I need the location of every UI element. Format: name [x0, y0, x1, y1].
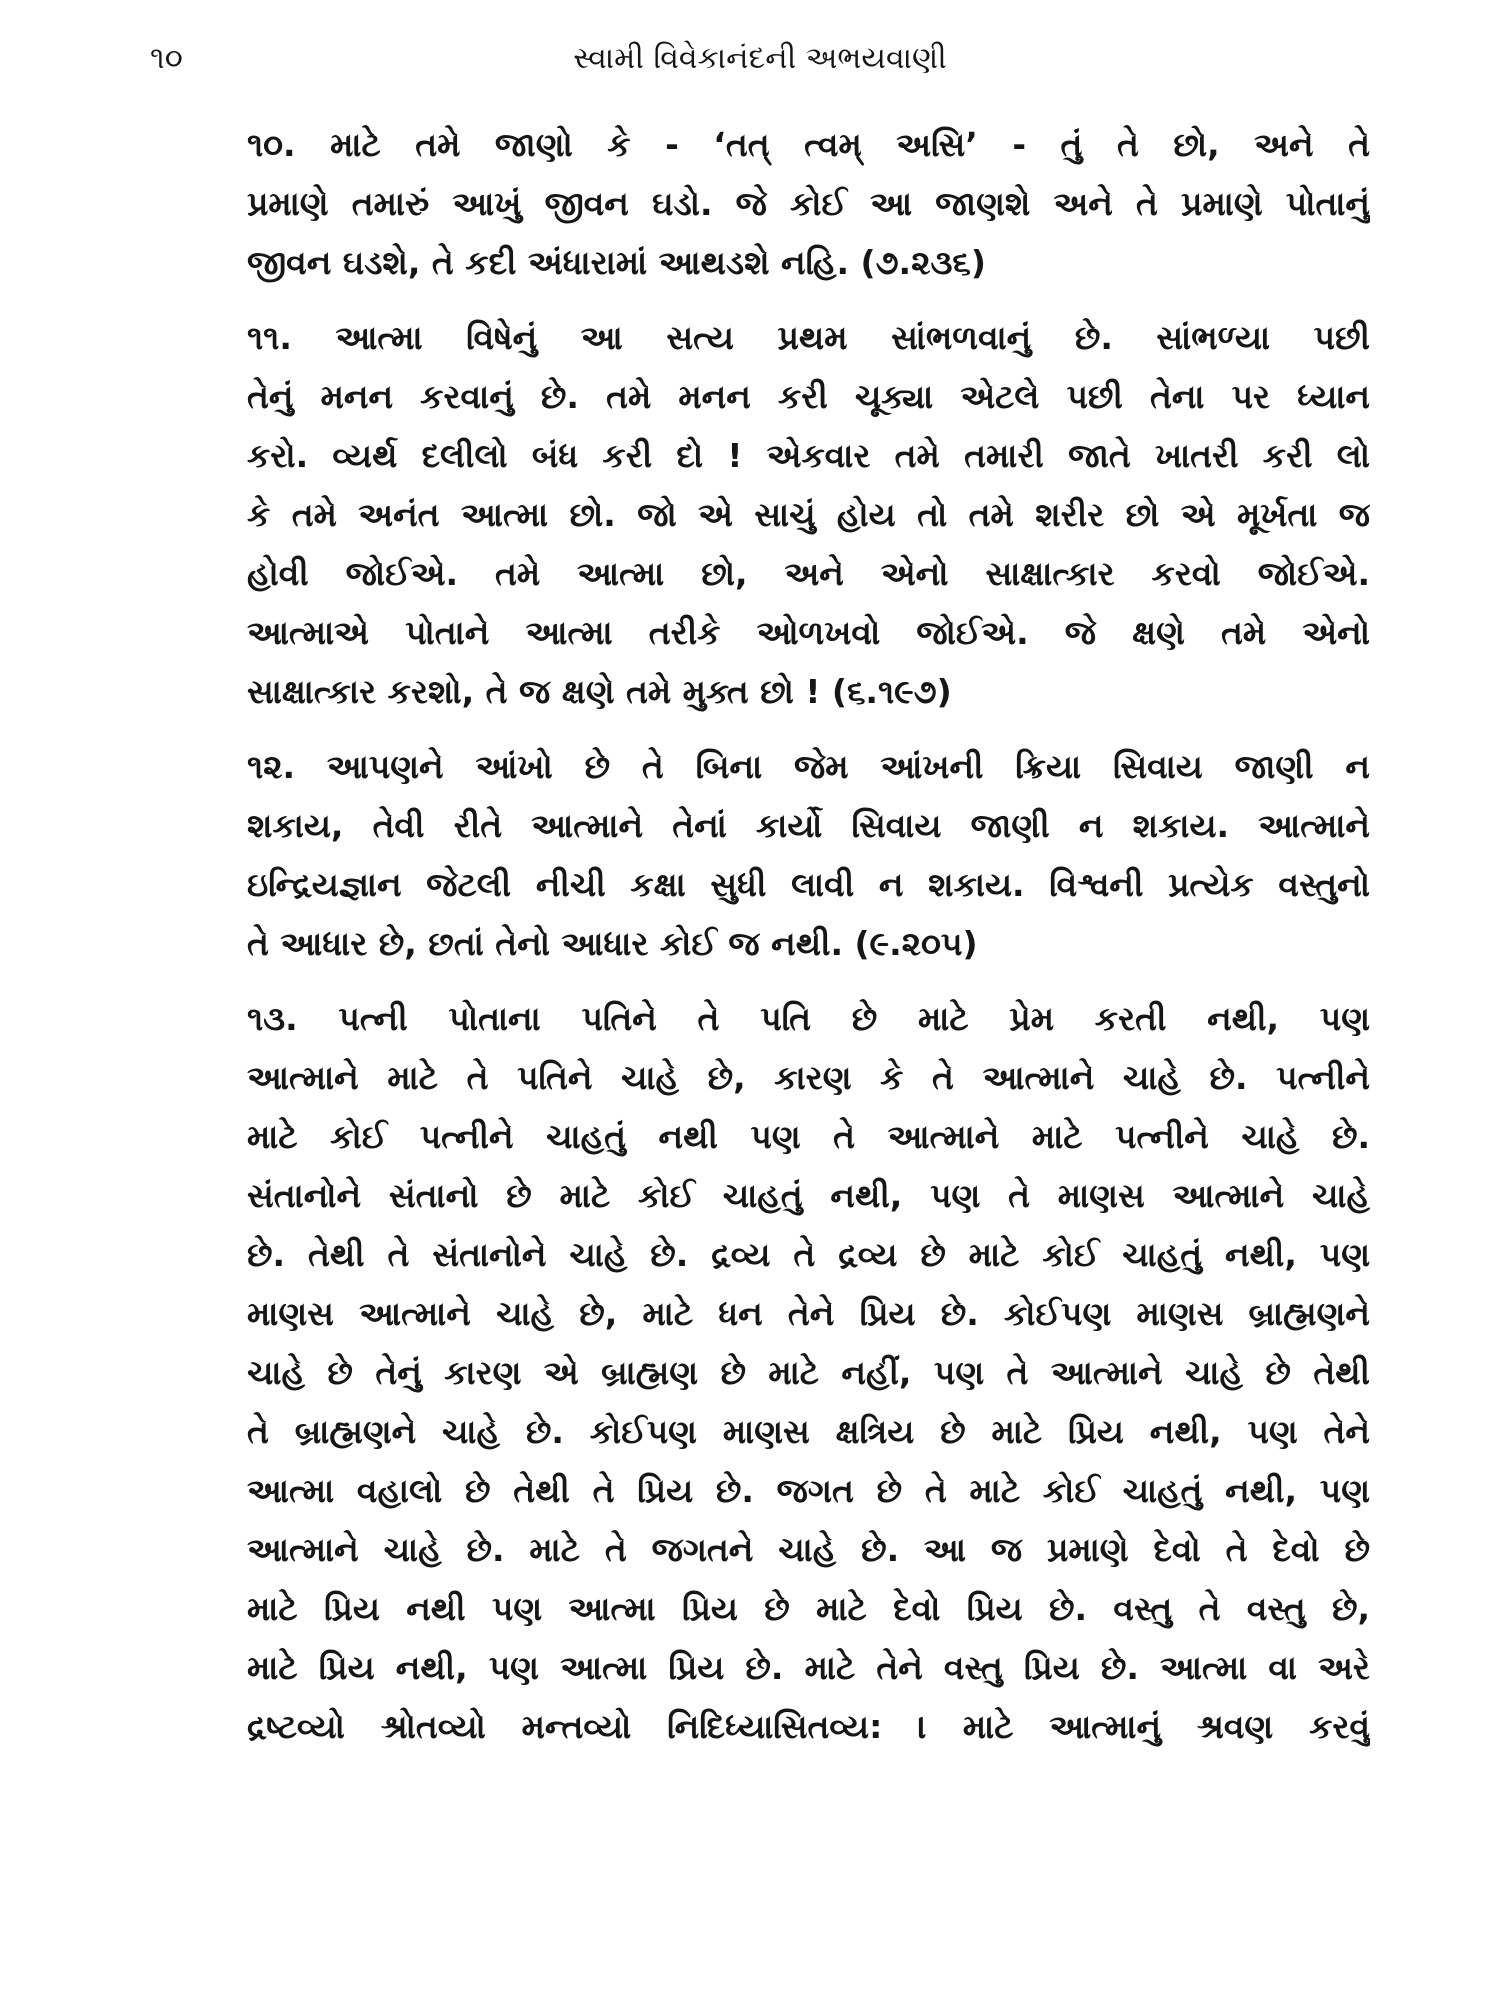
text-line: શકાય, તેવી રીતે આત્માને તેનાં કાર્યો સિવાય જાણી ન શકાય. આત્માને: [247, 806, 1370, 845]
text-line: ચાહે છે તેનું કારણ એ બ્રાહ્મણ છે માટે નહીં, પણ તે આત્માને ચાહે છે તેથી: [247, 1353, 1370, 1392]
text-line: આત્મા વહાલો છે તેથી તે પ્રિય છે. જગત છે તે માટે કોઈ ચાહતું નથી, પણ: [247, 1471, 1370, 1510]
body-text: [155, 115, 1370, 1756]
text-line: હોવી જોઈએ. તમે આત્મા છો, અને એનો સાક્ષાત્કાર કરવો જોઈએ.: [247, 554, 1370, 593]
page-header: [150, 34, 1370, 84]
text-line: ૧૧. આત્મા વિષેનું આ સત્ય પ્રથમ સાંભળવાનું છે. સાંભળ્યા પછી: [247, 318, 1370, 357]
text-line: જીવન ઘડશે, તે કદી અંધારામાં આથડશે નહિ. (૭.૨૩૬): [247, 243, 986, 282]
paragraph-12: [155, 737, 1370, 973]
text-line: આત્માએ પોતાને આત્મા તરીકે ઓળખવો જોઈએ. જે ક્ષણે તમે એનો: [247, 613, 1370, 652]
page-number: ૧૦: [150, 41, 183, 76]
text-line: માણસ આત્માને ચાહે છે, માટે ધન તેને પ્રિય છે. કોઈપણ માણસ બ્રાહ્મણને: [247, 1294, 1370, 1333]
text-line: પ્રમાણે તમારું આખું જીવન ઘડો. જે કોઈ આ જાણશે અને તે પ્રમાણે પોતાનું: [247, 184, 1370, 223]
text-line: તે આધાર છે, છતાં તેનો આધાર કોઈ જ નથી. (૯.૨૦૫): [247, 924, 978, 963]
text-line: ૧૩. પત્ની પોતાના પતિને તે પતિ છે માટે પ્રેમ કરતી નથી, પણ: [247, 999, 1370, 1038]
text-line: આત્માને માટે તે પતિને ચાહે છે, કારણ કે તે આત્માને ચાહે છે. પત્નીને: [247, 1058, 1370, 1097]
text-line: કરો. વ્યર્થ દલીલો બંધ કરી દો ! એકવાર તમે તમારી જાતે ખાતરી કરી લો: [247, 436, 1370, 475]
paragraph-11: [155, 308, 1370, 721]
text-line: ઇન્દ્રિયજ્ઞાન જેટલી નીચી કક્ષા સુધી લાવી ન શકાય. વિશ્વની પ્રત્યેક વસ્તુનો: [247, 865, 1370, 904]
text-line: દ્રષ્ટવ્યો શ્રોતવ્યો મન્તવ્યો નિદિધ્યાસિતવ્ય: । માટે આત્માનું શ્રવણ કરવું: [247, 1707, 1370, 1746]
text-line: ૧૦. માટે તમે જાણો કે - ‘તત્ ત્વમ્ અસિ’ - તું તે છો, અને તે: [247, 125, 1370, 164]
running-title: સ્વામી વિવેકાનંદની અભયવાણી: [573, 41, 947, 76]
text-line: માટે કોઈ પત્નીને ચાહતું નથી પણ તે આત્માને માટે પત્નીને ચાહે છે.: [247, 1117, 1370, 1156]
text-line: આત્માને ચાહે છે. માટે તે જગતને ચાહે છે. આ જ પ્રમાણે દેવો તે દેવો છે: [247, 1530, 1370, 1569]
text-line: ૧૨. આપણને આંખો છે તે બિના જેમ આંખની ક્રિયા સિવાય જાણી ન: [247, 747, 1370, 786]
paragraph-13: [155, 989, 1370, 1756]
text-line: છે. તેથી તે સંતાનોને ચાહે છે. દ્રવ્ય તે દ્રવ્ય છે માટે કોઈ ચાહતું નથી, પણ: [247, 1235, 1370, 1274]
text-line: માટે પ્રિય નથી પણ આત્મા પ્રિય છે માટે દેવો પ્રિય છે. વસ્તુ તે વસ્તુ છે,: [247, 1589, 1370, 1628]
text-line: કે તમે અનંત આત્મા છો. જો એ સાચું હોય તો તમે શરીર છો એ મૂર્ખતા જ: [247, 495, 1370, 534]
text-line: તે બ્રાહ્મણને ચાહે છે. કોઈપણ માણસ ક્ષત્રિય છે માટે પ્રિય નથી, પણ તેને: [247, 1412, 1370, 1451]
text-line: તેનું મનન કરવાનું છે. તમે મનન કરી ચૂક્યા એટલે પછી તેના પર ધ્યાન: [247, 377, 1370, 416]
text-line: માટે પ્રિય નથી, પણ આત્મા પ્રિય છે. માટે તેને વસ્તુ પ્રિય છે. આત્મા વા અરે: [247, 1648, 1370, 1687]
text-line: સંતાનોને સંતાનો છે માટે કોઈ ચાહતું નથી, પણ તે માણસ આત્માને ચાહે: [247, 1176, 1370, 1215]
paragraph-10: [155, 115, 1370, 292]
text-line: સાક્ષાત્કાર કરશો, તે જ ક્ષણે તમે મુક્ત છો ! (૬.૧૯૭): [247, 672, 952, 711]
